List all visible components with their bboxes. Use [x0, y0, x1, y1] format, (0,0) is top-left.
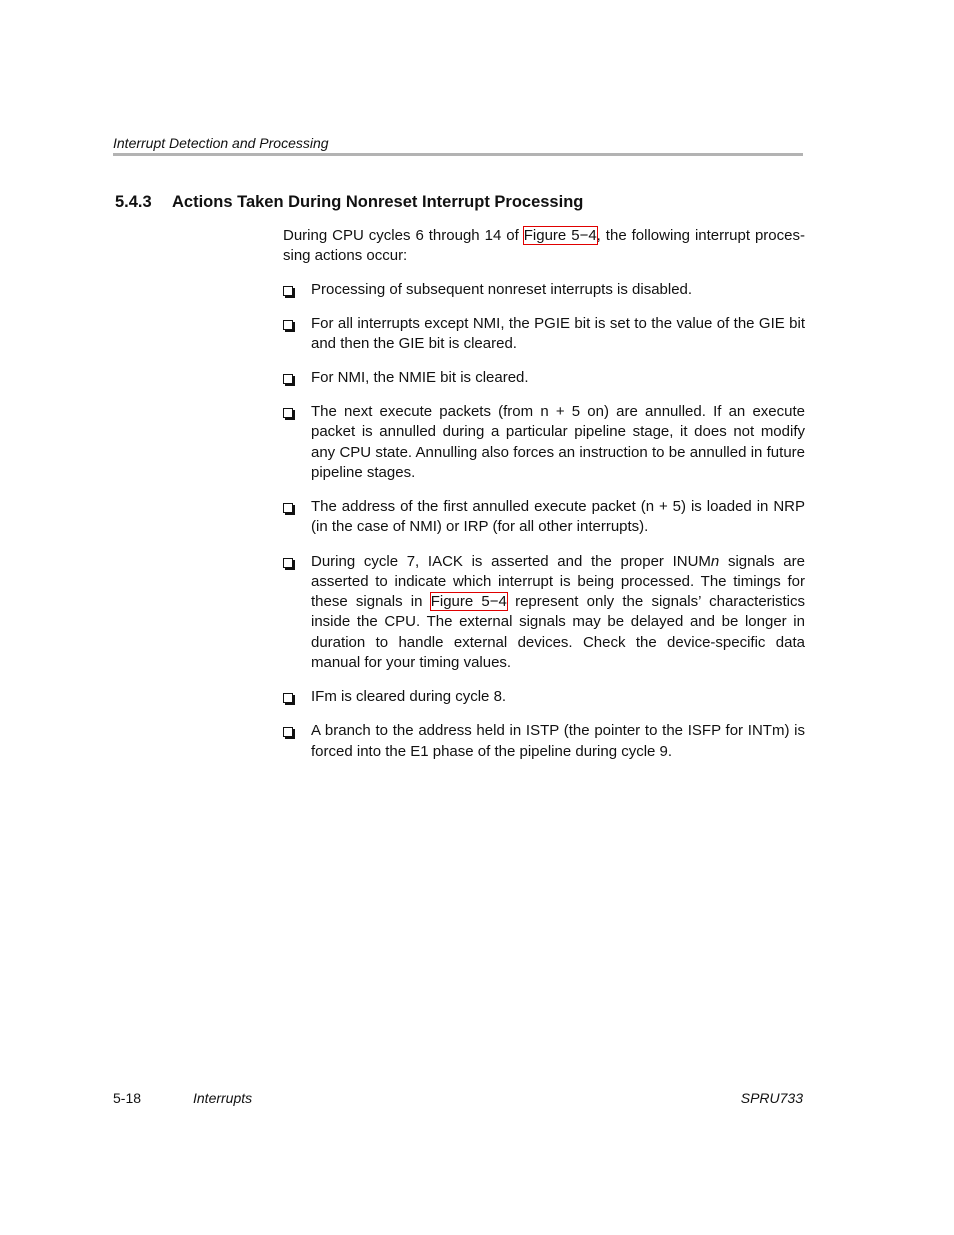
- section-heading: [115, 192, 583, 212]
- text-segment: represent only the signals’ characteristics inside the CPU. The external signals may be delayed and be longer in duration to handle external devices. Check the device-specific data manual for your timing values.: [311, 593, 805, 672]
- figure-link[interactable]: Figure 5−4: [523, 227, 597, 244]
- list-item-text: IFm is cleared during cycle 8.: [311, 688, 507, 706]
- checkbox-square-icon: [283, 693, 293, 703]
- intro-text-end: , the following interrupt proces-sing actions occur:: [283, 227, 805, 265]
- checkbox-square-icon: [283, 727, 293, 737]
- section-number: 5.4.3: [115, 193, 152, 211]
- page-number: 5-18: [113, 1090, 142, 1106]
- bullet-list: [283, 280, 805, 762]
- text-segment: signals are asserted to indicate which interrupt is being processed. The timings for these signals in: [311, 552, 805, 611]
- list-item: [283, 280, 805, 300]
- figure-link[interactable]: Figure 5−4: [430, 593, 507, 611]
- list-item-text: For NMI, the NMIE bit is cleared.: [311, 369, 529, 387]
- list-item: [283, 368, 805, 388]
- footer-chapter-title: Interrupts: [193, 1090, 253, 1106]
- intro-paragraph: [283, 226, 805, 267]
- checkbox-square-icon: [283, 558, 293, 568]
- intro-text-start: During CPU cycles 6 through 14 of: [283, 227, 524, 244]
- list-item-text: For all interrupts except NMI, the PGIE bit is set to the value of the GIE bit and then the GIE bit is cleared.: [311, 314, 805, 352]
- list-item-text: The next execute packets (from n + 5 on) are annulled. If an execute packet is annulled during a particular pipeline stage, it does not modify any CPU state. Annulling also forces an instruction to be annulled in future pipeline stages.: [311, 403, 805, 482]
- checkbox-square-icon: [283, 320, 293, 330]
- list-item: [283, 721, 805, 762]
- italic-signal-suffix: n: [710, 552, 720, 570]
- list-item: [283, 497, 805, 538]
- running-header: Interrupt Detection and Processing: [113, 135, 329, 151]
- header-rule: [113, 153, 803, 156]
- list-item: [283, 552, 805, 674]
- list-item-text: [311, 552, 805, 674]
- section-body: [283, 226, 805, 776]
- document-id: SPRU733: [740, 1090, 803, 1106]
- section-title: Actions Taken During Nonreset Interrupt Processing: [172, 193, 584, 211]
- list-item: [283, 687, 805, 707]
- checkbox-square-icon: [283, 408, 293, 418]
- text-segment: During cycle 7, IACK is asserted and the proper INUM: [311, 552, 711, 570]
- list-item-text: The address of the first annulled execute packet (n + 5) is loaded in NRP (in the case of NMI) or IRP (for all other interrupts).: [311, 498, 805, 536]
- list-item-text: Processing of subsequent nonreset interrupts is disabled.: [311, 280, 693, 298]
- checkbox-square-icon: [283, 374, 293, 384]
- list-item-text: A branch to the address held in ISTP (the pointer to the ISFP for INTm) is forced into the E1 phase of the pipeline during cycle 9.: [311, 722, 805, 760]
- list-item: [283, 314, 805, 355]
- checkbox-square-icon: [283, 503, 293, 513]
- checkbox-square-icon: [283, 286, 293, 296]
- list-item: [283, 402, 805, 483]
